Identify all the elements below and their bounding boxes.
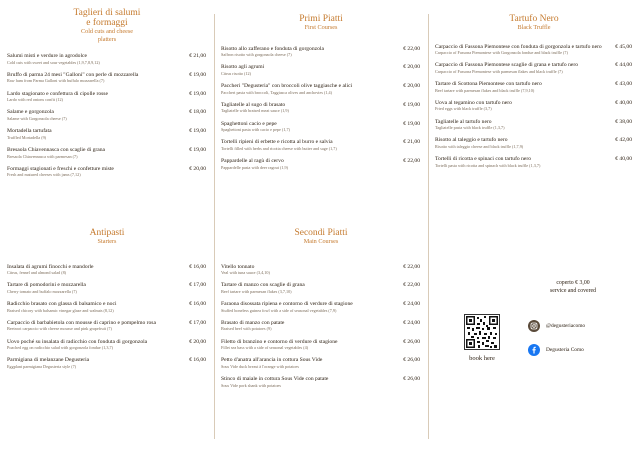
menu-item-text xyxy=(7,147,189,159)
menu-list xyxy=(214,264,428,389)
menu-item-price: € 43,00 xyxy=(615,81,632,88)
menu-item xyxy=(435,81,632,93)
menu-item-name: Carpaccio di Fassona Piemontese scaglie di grana e tartufo nero xyxy=(435,62,579,69)
menu-item-description: Carpaccio of Fassona Piemontese with Gorgonzola fondue and black truffle (7) xyxy=(435,50,568,56)
menu-item-name: Filetto di branzino e contorno di verdure di stagione xyxy=(221,338,338,345)
menu-item xyxy=(7,301,206,313)
menu-item-description: Pappardelle pasta with deer ragout (1,9) xyxy=(221,164,288,170)
menu-item-name: Carpaccio di Fassona Piemontese con fonduta di gorgonzola e tartufo nero xyxy=(435,43,602,50)
menu-item-description: Tortelli pasta with ricotta and spinach with black truffle (1,3,7) xyxy=(435,162,541,168)
menu-item-price: € 19,00 xyxy=(403,101,420,108)
menu-item xyxy=(221,301,420,313)
menu-item-price: € 19,00 xyxy=(189,146,206,153)
menu-item-description: Spaghettoni pasta with cacio e pepe (1,7) xyxy=(221,127,290,133)
menu-item-price: € 19,00 xyxy=(189,90,206,97)
menu-item-name: Risotto al taleggio e tartufo nero xyxy=(435,137,508,144)
menu-item-price: € 22,00 xyxy=(403,45,420,52)
section-title: Taglieri di salumi e formaggi xyxy=(73,8,141,28)
menu-item xyxy=(221,83,420,95)
menu-item-text xyxy=(221,121,403,133)
menu-item-name: Bresaola Chiavennasca con scaglie di grana xyxy=(7,146,106,153)
menu-item xyxy=(435,137,632,149)
menu-item-text xyxy=(221,158,403,170)
menu-item-name: Petto d'anatra all'arancia in cottura Sous Vide xyxy=(221,357,323,364)
menu-item-price: € 16,00 xyxy=(189,263,206,270)
menu-item-description: Poached egg on radicchio salad with gorgonzola fondue (1,3,7) xyxy=(7,345,113,351)
book-here-link[interactable]: book here xyxy=(469,355,495,362)
menu-item-text xyxy=(7,264,189,276)
menu-item-price: € 22,00 xyxy=(403,158,420,165)
menu-item-text xyxy=(7,320,189,332)
menu-item-name: Tagliatelle al tartufo nero xyxy=(435,118,492,125)
menu-item-name: Faraona disossata ripiena e contorno di verdure di stagione xyxy=(221,301,353,308)
instagram-icon xyxy=(528,320,540,332)
menu-item-name: Formaggi stagionati e freschi e confetture miste xyxy=(7,165,114,172)
menu-item-price: € 20,00 xyxy=(189,165,206,172)
menu-item-name: Pappardelle al ragù di cervo xyxy=(221,158,284,165)
menu-item-description: Veal with tuna sauce (3,4,10) xyxy=(221,270,270,276)
section-title: Antipasti xyxy=(89,228,125,238)
menu-item-text xyxy=(221,102,403,114)
menu-item-text xyxy=(221,282,403,294)
menu-item-text xyxy=(435,119,615,131)
menu-item-name: Tartare di Scottona Piemontese con tartufo nero xyxy=(435,81,542,88)
menu-item xyxy=(221,357,420,369)
section-subtitle: Starters xyxy=(97,238,117,245)
section-subtitle: Main Courses xyxy=(303,238,339,245)
menu-item-description: Braised chicory with balsamic vinegar glaze and walnuts (8,12) xyxy=(7,307,114,313)
menu-item-name: Uova al tegamino con tartufo nero xyxy=(435,99,512,106)
menu-item-price: € 16,00 xyxy=(189,301,206,308)
menu-item-price: € 40,00 xyxy=(615,156,632,163)
menu-item xyxy=(7,320,206,332)
menu-item-name: Mortadella tartufata xyxy=(7,128,52,135)
qr-code-icon xyxy=(465,315,499,349)
menu-item-price: € 17,00 xyxy=(189,319,206,326)
menu-item-text xyxy=(7,109,189,121)
instagram-handle: @degusteriacomo xyxy=(546,323,586,329)
menu-item-description: Fillet sea bass with a side of seasonal vegetables (4) xyxy=(221,345,309,351)
menu-item xyxy=(221,282,420,294)
menu-item-text xyxy=(435,44,615,56)
menu-item-name: Risotto agli agrumi xyxy=(221,64,265,71)
menu-item-text xyxy=(221,139,403,151)
menu-item-text xyxy=(7,282,189,294)
section-title: Primi Piatti xyxy=(299,14,343,24)
menu-item-price: € 21,00 xyxy=(189,53,206,59)
menu-item-description: Bresaola Chiavennasca with parmesan (7) xyxy=(7,153,78,159)
menu-item xyxy=(7,166,206,178)
menu-item-description: Tortelli filled with herbs and ricotta cheese with butter and sage (1,7) xyxy=(221,146,337,152)
menu-item-text xyxy=(7,128,189,140)
menu-item-description: Tagliatelle with braised meat sauce (1,9) xyxy=(221,108,289,114)
menu-item-text xyxy=(7,166,189,178)
menu-item-text xyxy=(7,91,189,103)
menu-item xyxy=(221,264,420,276)
menu-item-text xyxy=(221,357,403,369)
menu-item-text xyxy=(435,81,615,93)
menu-item xyxy=(7,282,206,294)
menu-item-description: Tagliatelle pasta with black truffle (1,3,7) xyxy=(435,125,505,131)
menu-item-price: € 17,00 xyxy=(189,282,206,289)
facebook-icon xyxy=(528,344,540,356)
coperto-note: service and covered xyxy=(549,287,597,294)
menu-item-text xyxy=(221,320,403,332)
section-tartufo xyxy=(428,14,640,175)
menu-item-name: Spaghettoni cacio e pepe xyxy=(221,120,277,127)
menu-item xyxy=(435,156,632,168)
menu-item xyxy=(7,53,206,65)
instagram-link[interactable] xyxy=(528,320,585,332)
menu-item-name: Risotto allo zafferano e fonduta di gorgonzola xyxy=(221,45,324,52)
menu-item xyxy=(221,102,420,114)
menu-item-text xyxy=(221,83,403,95)
menu-item xyxy=(221,64,420,76)
menu-item-price: € 22,00 xyxy=(403,282,420,289)
coperto-price: coperto € 3,00 xyxy=(556,280,590,286)
column-left xyxy=(0,0,214,453)
coperto-info xyxy=(518,280,628,295)
menu-item xyxy=(435,119,632,131)
menu-item-name: Insalata di agrumi finocchi e mandorle xyxy=(7,263,94,270)
menu-item-name: Stinco di maiale in cottura Sous Vide con patate xyxy=(221,376,329,383)
column-middle xyxy=(214,0,428,453)
menu-item xyxy=(221,320,420,332)
menu-item-name: Lardo stagionato e confettura di cipolle rosse xyxy=(7,90,108,97)
menu-item-description: Carpaccio of Fassona Piemontese with parmesan flakes and black truffle (7) xyxy=(435,68,563,74)
section-title: Secondi Piatti xyxy=(294,228,348,238)
section-subtitle: Black Truffle xyxy=(517,24,551,31)
menu-item-text xyxy=(7,339,189,351)
menu-item xyxy=(221,339,420,351)
menu-item xyxy=(435,100,632,112)
menu-item-price: € 16,00 xyxy=(189,357,206,364)
menu-item-price: € 19,00 xyxy=(189,128,206,135)
menu-item-name: Carpaccio di barbabietola con mousse di caprino e pompelmo rosa xyxy=(7,319,156,326)
menu-item-name: Radicchio brasato con glassa di balsamico e noci xyxy=(7,301,117,308)
menu-list xyxy=(0,53,214,178)
menu-item xyxy=(221,121,420,133)
menu-item-price: € 21,00 xyxy=(403,139,420,146)
menu-list xyxy=(428,44,640,169)
menu-item-description: Raw ham from Parma Galloni with buffalo mozzarella (7) xyxy=(7,78,105,84)
menu-item-description: Citrus, fennel and almond salad (8) xyxy=(7,270,67,276)
menu-item xyxy=(7,128,206,140)
menu-item-text xyxy=(7,301,189,313)
menu-item-description: Beef tartare with parmesan flakes (3,7,10) xyxy=(221,288,292,294)
menu-item-text xyxy=(7,357,189,369)
menu-item-description: Fresh and matured cheeses with jams (7,12) xyxy=(7,172,81,178)
menu-item-text xyxy=(435,137,615,149)
menu-item-description: Fried eggs with black truffle (3,7) xyxy=(435,106,492,112)
menu-item-price: € 19,00 xyxy=(189,71,206,78)
menu-item-price: € 45,00 xyxy=(615,43,632,50)
menu-item xyxy=(221,376,420,388)
menu-item-price: € 26,00 xyxy=(403,357,420,364)
menu-item-name: Tagliatelle al sugo di brasato xyxy=(221,101,286,108)
column-right xyxy=(428,0,640,453)
menu-item-text xyxy=(7,53,189,65)
menu-item-name: Paccheri "Degusteria" con broccoli olive taggiasche e alici xyxy=(221,83,353,90)
menu-list xyxy=(0,264,214,370)
menu-item xyxy=(221,46,420,58)
menu-item xyxy=(7,339,206,351)
facebook-page: Degusteria Como xyxy=(546,347,584,353)
menu-item-price: € 26,00 xyxy=(403,376,420,383)
menu-list xyxy=(214,46,428,171)
menu-item-description: Braised beef with potatoes (9) xyxy=(221,326,272,332)
section-primi xyxy=(214,14,428,177)
menu-item-name: Tartare di pomodorini e mozzarella xyxy=(7,282,86,289)
menu-item-text xyxy=(221,376,403,388)
menu-item-description: Citrus risotto (12) xyxy=(221,70,252,76)
menu-item-description: Beef tartare with parmesan flakes and black truffle (7,9,10) xyxy=(435,87,535,93)
menu-item-description: Cold cuts with sweet and sour vegetables (1,9,7,8,9,12) xyxy=(7,59,100,65)
menu-item-description: Cherry tomato and buffalo mozzarella (7) xyxy=(7,288,77,294)
menu-item xyxy=(221,158,420,170)
section-title: Tartufo Nero xyxy=(509,14,559,24)
menu-item xyxy=(7,72,206,84)
menu-item-description: Lardo with red onions confit (12) xyxy=(7,97,63,103)
menu-item-name: Bruffo di parma 24 mesi "Galloni" con perle di mozzarella xyxy=(7,71,139,78)
menu-item-description: Saffron risotto with gorgonzola cheese (7) xyxy=(221,52,292,58)
section-subtitle: Cold cuts and cheese platters xyxy=(80,28,134,43)
menu-item-text xyxy=(221,339,403,351)
menu-item-price: € 24,00 xyxy=(403,319,420,326)
menu-item-description: Paccheri pasta with broccoli, Taggiasca olives and anchovies (1,4) xyxy=(221,89,333,95)
menu-item-price: € 18,00 xyxy=(189,109,206,116)
menu-item-text xyxy=(221,46,403,58)
menu-item-description: Salame with Gorgonzola cheese (7) xyxy=(7,115,67,121)
menu-item xyxy=(435,62,632,74)
menu-item-price: € 22,00 xyxy=(403,263,420,270)
section-taglieri xyxy=(0,8,214,185)
menu-item xyxy=(435,44,632,56)
menu-item-name: Tortelli di ricotta e spinaci con tartufo nero xyxy=(435,156,532,163)
section-antipasti xyxy=(0,228,214,376)
menu-item-price: € 20,00 xyxy=(403,64,420,71)
menu-item-description: Stuffed boneless guinea fowl with a side of seasonal vegetables (7,9) xyxy=(221,307,337,313)
menu-item-text xyxy=(435,156,615,168)
menu-item-name: Vitello tonnato xyxy=(221,263,255,270)
menu-item-name: Salumi misti e verdure in agrodolce xyxy=(7,53,88,59)
menu-item-name: Salame e gorgonzola xyxy=(7,109,54,116)
menu-item-text xyxy=(221,64,403,76)
menu-item xyxy=(221,139,420,151)
menu-item-description: Sous Vide duck breast à l'orange with potatoes xyxy=(221,364,299,370)
qr-code[interactable] xyxy=(464,314,500,350)
menu-item-price: € 42,00 xyxy=(615,137,632,144)
section-subtitle: First Courses xyxy=(304,24,338,31)
menu-item xyxy=(7,91,206,103)
menu-item xyxy=(7,357,206,369)
menu-item-price: € 24,00 xyxy=(403,301,420,308)
menu-item-description: Beetroot carpaccio with cheese mousse and pink grapefruit (7) xyxy=(7,326,112,332)
menu-item-description: Eggplant parmigiana Degusteria style (7) xyxy=(7,364,77,370)
section-secondi xyxy=(214,228,428,395)
menu-item-text xyxy=(221,264,403,276)
menu-item-text xyxy=(221,301,403,313)
menu-item-text xyxy=(435,62,615,74)
menu-item-name: Uovo poché su insalata di radicchio con fonduta di gorgonzola xyxy=(7,338,148,345)
menu-item-price: € 20,00 xyxy=(189,338,206,345)
menu-item-price: € 26,00 xyxy=(403,338,420,345)
menu-item-description: Risotto with taleggio cheese and black truffle (1,7,9) xyxy=(435,144,524,150)
menu-item xyxy=(7,264,206,276)
menu-item xyxy=(7,147,206,159)
menu-item xyxy=(7,109,206,121)
menu-item-name: Tartare di manzo con scaglie di grana xyxy=(221,282,305,289)
facebook-link[interactable] xyxy=(528,344,584,356)
menu-item-description: Truffled Mortadella (9) xyxy=(7,134,47,140)
menu-item-text xyxy=(435,100,615,112)
menu-item-name: Tortelli ripieni di erbette e ricotta al burro e salvia xyxy=(221,139,333,146)
menu-item-price: € 40,00 xyxy=(615,99,632,106)
menu-item-description: Sous Vide pork shank with potatoes xyxy=(221,382,282,388)
menu-item-name: Parmigiana di melanzane Degusteria xyxy=(7,357,90,364)
menu-item-price: € 38,00 xyxy=(615,118,632,125)
menu-item-name: Brasato di manzo con patate xyxy=(221,319,285,326)
menu-item-price: € 44,00 xyxy=(615,62,632,69)
menu-item-text xyxy=(7,72,189,84)
menu-item-price: € 19,00 xyxy=(403,120,420,127)
menu-item-price: € 20,00 xyxy=(403,83,420,90)
